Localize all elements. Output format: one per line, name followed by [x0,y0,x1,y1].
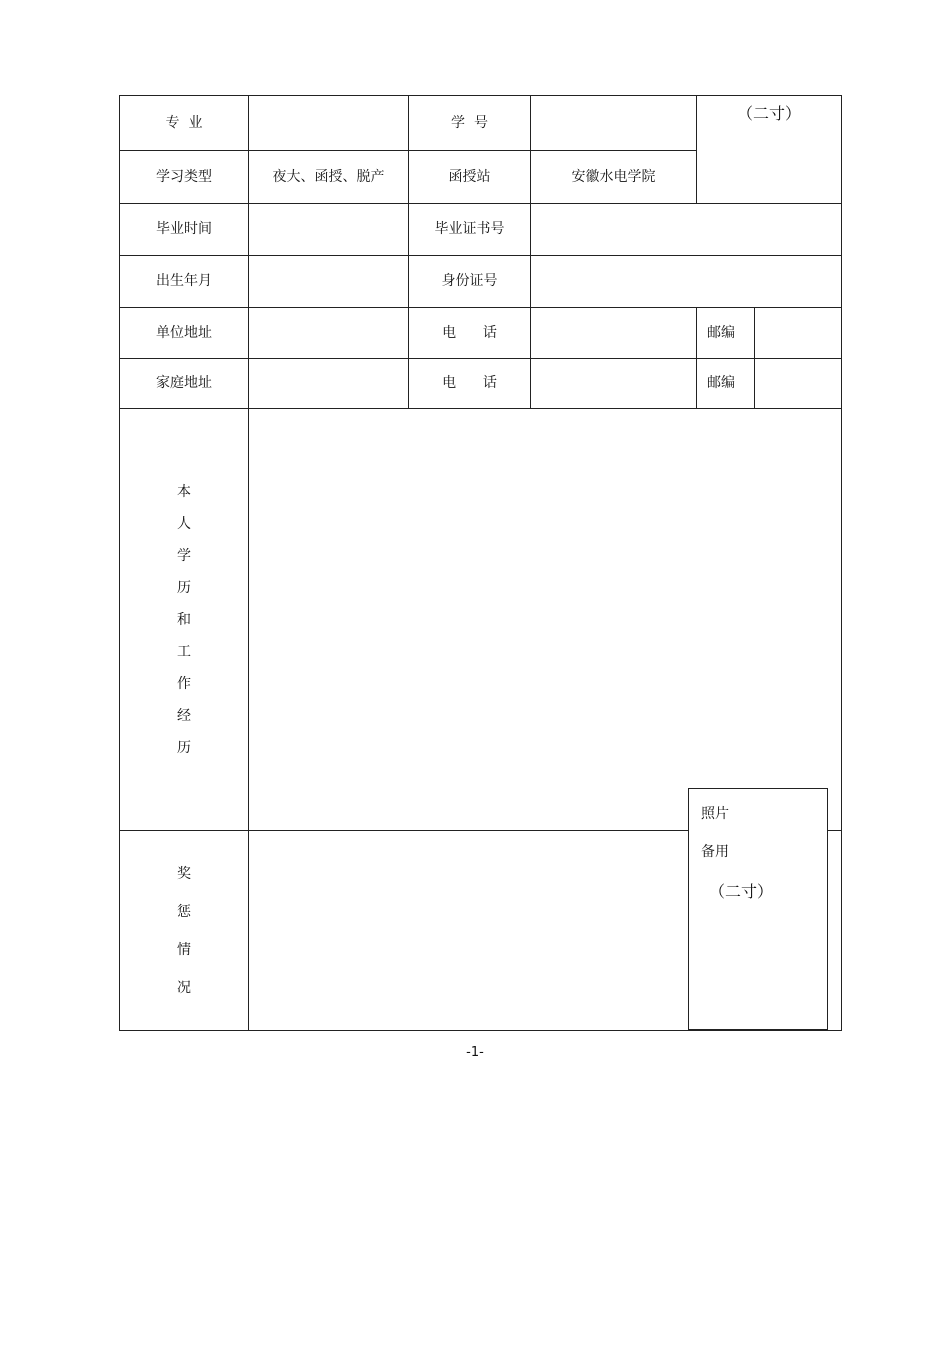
station-value[interactable]: 安徽水电学院 [531,151,697,204]
student-id-field[interactable] [531,96,697,151]
grad-time-label: 毕业时间 [120,204,249,256]
photo-cell: （二寸） [697,96,842,204]
history-label-char: 历 [177,739,191,756]
home-phone-field[interactable] [531,359,697,409]
history-label-char: 人 [177,515,191,532]
work-phone-label: 电 话 [409,308,531,359]
major-field[interactable] [249,96,409,151]
study-type-value[interactable]: 夜大、函授、脱产 [249,151,409,204]
awards-label-char: 情 [177,941,191,958]
id-number-field[interactable] [531,256,842,308]
form-row-major [120,96,842,151]
home-zip-field[interactable] [755,359,842,409]
cert-no-label: 毕业证书号 [409,204,531,256]
awards-label-char: 惩 [177,903,191,920]
history-label-char: 经 [177,707,191,724]
history-label-char: 本 [177,483,191,500]
history-label-char: 学 [177,547,191,564]
birth-field[interactable] [249,256,409,308]
work-zip-field[interactable] [755,308,842,359]
student-id-label: 学 号 [409,96,531,151]
history-label-char: 工 [177,643,191,660]
grad-time-field[interactable] [249,204,409,256]
work-phone-field[interactable] [531,308,697,359]
form-row-home-address [120,359,842,409]
page-number: -1- [466,1045,484,1060]
form-row-graduation [120,204,842,256]
awards-label-char: 奖 [177,865,191,882]
work-address-field[interactable] [249,308,409,359]
awards-label [120,831,249,1031]
awards-label-char: 况 [177,979,191,996]
form-row-work-address [120,308,842,359]
form-row-birth [120,256,842,308]
spare-photo-box [688,788,828,1030]
history-label [120,409,249,831]
home-address-label: 家庭地址 [120,359,249,409]
history-label-char: 作 [177,675,191,692]
form-row-history [120,409,842,831]
spare-photo-size: （二寸） [709,882,774,901]
cert-no-field[interactable] [531,204,842,256]
history-label-char: 历 [177,579,191,596]
study-type-label: 学习类型 [120,151,249,204]
home-phone-label: 电 话 [409,359,531,409]
station-label: 函授站 [409,151,531,204]
birth-label: 出生年月 [120,256,249,308]
spare-photo-line1: 照片 [701,806,729,822]
history-label-char: 和 [177,611,191,628]
major-label: 专 业 [120,96,249,151]
home-zip-label: 邮编 [697,359,755,409]
work-zip-label: 邮编 [697,308,755,359]
spare-photo-line2: 备用 [701,844,729,860]
history-content-area[interactable] [249,409,842,831]
work-address-label: 单位地址 [120,308,249,359]
id-number-label: 身份证号 [409,256,531,308]
home-address-field[interactable] [249,359,409,409]
